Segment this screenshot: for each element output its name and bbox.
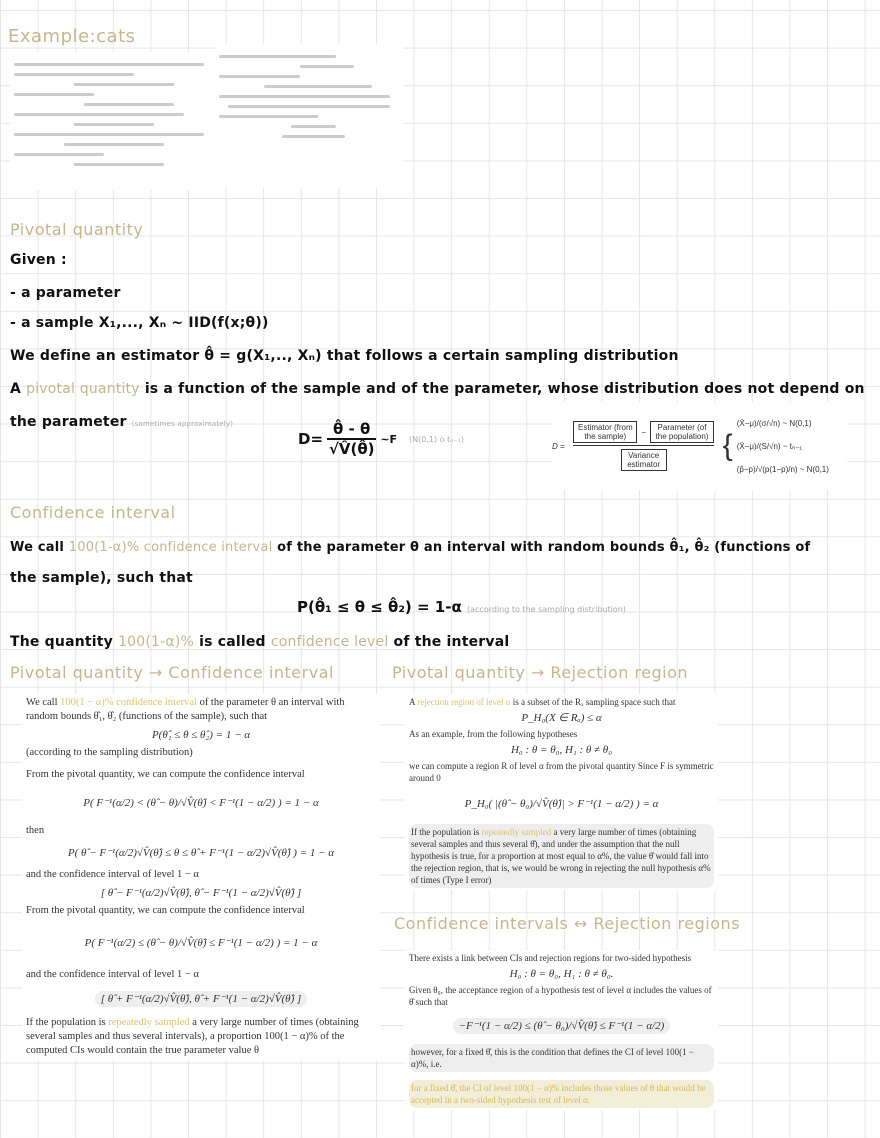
formula: P(θ̂₁ ≤ θ ≤ θ̂₂) = 1-α: [297, 598, 462, 616]
text: We call: [10, 540, 65, 555]
given-item-sample: - a sample X₁,..., Xₙ ~ IID(f(x;θ)): [10, 315, 269, 331]
given-item-parameter: - a parameter: [10, 285, 121, 301]
formula-fraction: [327, 420, 376, 458]
right-panel: [405, 694, 718, 890]
numerator: θ̂ - θ: [327, 420, 376, 440]
ci-level-definition: [10, 634, 509, 650]
text: a very large number of times (obtaining several samples and thus several intervals), a proportion 100(1 − α)% of the computed CIs would contain the true parameter value θ: [26, 1017, 359, 1056]
cases: [737, 419, 829, 474]
formula: H₀ : θ = θ₀, H₁ : θ ≠ θ₀: [510, 744, 613, 756]
highlight: rejection region of level α: [417, 697, 511, 707]
term-pivotal-quantity: pivotal quantity: [26, 381, 140, 397]
text: If the population is: [411, 827, 480, 837]
text: and the confidence interval of level 1 − α: [26, 869, 199, 880]
text: From the pivotal quantity, we can compute the confidence interval: [26, 905, 305, 916]
case-t: (X̄−μ)/(S/√n) ~ tₙ₋₁: [736, 441, 803, 451]
text: we can compute a region R of level α from the pivotal quantity Since F is symmetric around 0: [409, 761, 714, 783]
text: of the parameter θ an interval with random bounds θ̂₁, θ̂₂ (functions of the sample), such that: [26, 697, 345, 722]
formula: −F⁻¹(1 − α/2) ≤ (θ̂ − θ₀)/√V̂(θ̂) ≤ F⁻¹(1 − α/2): [453, 1018, 671, 1034]
minus: −: [641, 427, 646, 437]
formula: H₀ : θ = θ₀, H₁ : θ ≠ θ₀.: [509, 968, 614, 980]
case-normal-known-variance: (X̄−μ)/(σ/√n) ~ N(0,1): [736, 418, 812, 428]
text: As an example, from the following hypotheses: [409, 729, 578, 739]
text: A: [10, 381, 22, 397]
term: 100(1-α)%: [118, 634, 195, 650]
text: A: [409, 697, 416, 707]
text: Given θ₀, the acceptance region of a hypothesis test of level α includes the values of θ̂ such that: [409, 985, 712, 1007]
text: however, for a fixed θ̂, this is the condition that defines the CI of level 100(1 − α)%, i.e.: [409, 1044, 714, 1072]
term-ci: 100(1-α)% confidence interval: [68, 540, 273, 555]
text: is called: [199, 634, 266, 650]
text: We call: [26, 697, 58, 708]
text: a very large number of times (obtaining several samples and thus several θ̂), and under the assumption that the null hypothesis is true, for a proportion at most equal to α%, the value θ̂ would fall into the rejection region, that is, we would be wrong in rejecting the null hypothesis α% of times (Type I error): [411, 827, 711, 885]
example-title: Example:cats: [8, 26, 136, 47]
formula-rhs: ~F: [380, 432, 398, 446]
estimator-definition: We define an estimator θ̂ = g(X₁,.., Xₙ) that follows a certain sampling distribution: [10, 348, 679, 364]
highlight: repeatedly sampled: [481, 827, 552, 837]
text: From the pivotal quantity, we can compute the confidence interval: [26, 769, 305, 780]
text: and the confidence interval of level 1 − α: [26, 969, 199, 980]
given-label: Given :: [10, 252, 67, 268]
denominator: √V̂(θ̂): [328, 440, 375, 458]
formula: [ θ̂ + F⁻¹(α/2)√V̂(θ̂), θ̂ + F⁻¹(1 − α/2)√V̂(θ̂) ]: [95, 991, 308, 1007]
formula: [ θ̂ − F⁻¹(α/2)√V̂(θ̂), θ̂ − F⁻¹(1 − α/2)√V̂(θ̂) ]: [100, 887, 302, 899]
highlight: repeatedly sampled: [108, 1017, 190, 1028]
term-confidence-level: confidence level: [270, 634, 389, 650]
text: the parameter: [10, 414, 127, 430]
link-title: Confidence intervals ↔ Rejection regions: [394, 914, 740, 933]
box-parameter: Parameter (of the population): [650, 421, 714, 443]
case-proportion: (p̂−p)/√(p(1−p)/n) ~ N(0,1): [736, 464, 829, 474]
note: (sometimes approximately): [131, 420, 234, 428]
left-p8: [26, 1016, 376, 1058]
formula-note: (N(0,1) o tₙ₋₁): [409, 434, 464, 444]
text: (according to the sampling distribution): [26, 747, 193, 758]
box-variance: Variance estimator: [621, 449, 667, 471]
example-panel-left: [10, 52, 218, 190]
formula: P_H₀(X ∈ Rₐ) ≤ α: [521, 712, 602, 724]
text: If the population is: [26, 1017, 106, 1028]
text: of the interval: [393, 634, 510, 650]
box-estimator: Estimator (from the sample): [573, 421, 637, 443]
right-p1: [409, 696, 714, 708]
ci-title: Confidence interval: [10, 503, 176, 522]
left-title: Pivotal quantity → Confidence interval: [10, 663, 334, 682]
box-d: D =: [552, 441, 565, 451]
box-fraction: [569, 421, 719, 471]
right-p4: [409, 824, 714, 888]
example-panel-right: [215, 44, 403, 187]
left-p1: [26, 696, 376, 724]
pivotal-definition: [10, 381, 865, 397]
pivotal-definition-line2: [10, 414, 233, 430]
text: of the parameter θ an interval with random bounds θ̂₁, θ̂₂ (functions of: [277, 540, 811, 555]
formula: P( F⁻¹(α/2) ≤ (θ̂ − θ)/√V̂(θ̂) ≤ F⁻¹(1 − α/2) ) = 1 − α: [84, 937, 318, 949]
text: The quantity: [10, 634, 113, 650]
formula: P( F⁻¹(α/2) < (θ̂ − θ)/√V̂(θ̂) < F⁻¹(1 − α/2) ) = 1 − α: [83, 797, 319, 809]
formula-lhs: D=: [298, 430, 324, 448]
highlight: 100(1 − α)% confidence interval: [60, 697, 197, 708]
ci-definition: [10, 540, 810, 555]
left-panel: [22, 694, 380, 1060]
text: is a function of the sample and of the parameter, whose distribution does not depend on: [144, 381, 865, 397]
ci-formula: [297, 598, 626, 616]
pivotal-formula: [298, 420, 464, 458]
pivotal-title: Pivotal quantity: [10, 220, 144, 239]
ci-definition-line2: the sample), such that: [10, 570, 193, 586]
text: is a subset of the Rₓ sampling space such that: [512, 697, 676, 707]
formula-note: (according to the sampling distribution): [467, 605, 626, 614]
link-panel: [405, 950, 718, 1110]
formula: P_H₀( |(θ̂ − θ₀)/√V̂(θ̂)| > F⁻¹(1 − α/2) ) = α: [464, 798, 659, 810]
text: There exists a link between CIs and rejection regions for two-sided hypothesis: [409, 953, 692, 963]
formula: P( θ̂ − F⁻¹(α/2)√V̂(θ̂) ≤ θ ≤ θ̂ + F⁻¹(1 − α/2)√V̂(θ̂) ) = 1 − α: [67, 847, 335, 859]
text: then: [26, 825, 45, 836]
right-title: Pivotal quantity → Rejection region: [392, 663, 689, 682]
formula: P(θ̂₁ ≤ θ ≤ θ̂₂) = 1 − α: [151, 729, 251, 741]
highlight-conclusion: for a fixed θ̂, the CI of level 100(1 − α)% includes those values of θ that would be accepted in a two-sided hypothesis test of level α.: [409, 1080, 714, 1108]
pivotal-box-formula: D = Estimator (from the sample) − Parameter (of the population) Variance estimator { (X̄−μ)/(σ/√n) ~ N(0,1) (X̄−μ)/(S/√n) ~ tₙ₋₁ (p̂−p)/√(p(1−p)/n) ~ N(0,1): [552, 402, 847, 490]
